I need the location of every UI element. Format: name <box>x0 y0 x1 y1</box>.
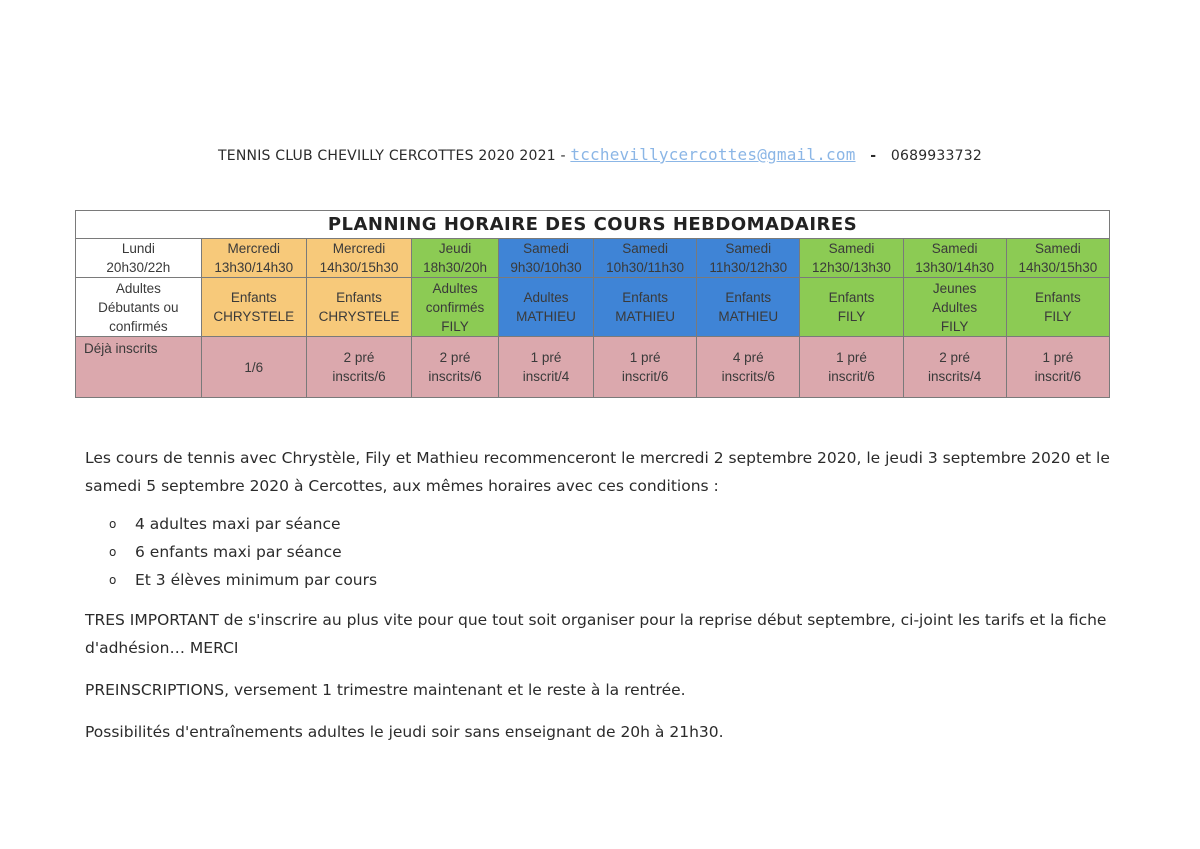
day-cell: Jeudi 18h30/20h <box>412 239 499 278</box>
training-paragraph: Possibilités d'entraînements adultes le jeudi soir sans enseignant de 20h à 21h30. <box>85 723 724 741</box>
status-cell: 1 pré inscrit/4 <box>498 337 593 398</box>
group-cell: Enfants MATHIEU <box>697 278 800 337</box>
group-cell: Adultes MATHIEU <box>498 278 593 337</box>
phone-number: 0689933732 <box>890 148 982 164</box>
group-cell: Enfants FILY <box>1006 278 1109 337</box>
day-cell: Samedi 14h30/15h30 <box>1006 239 1109 278</box>
group-cell: Enfants CHRYSTELE <box>306 278 411 337</box>
status-cell: 2 pré inscrits/6 <box>412 337 499 398</box>
day-cell: Samedi 12h30/13h30 <box>800 239 903 278</box>
table-row-days <box>76 239 1110 278</box>
bullet-icon: o <box>109 545 117 559</box>
conditions-list <box>85 510 1115 594</box>
table-title: PLANNING HORAIRE DES COURS HEBDOMADAIRES <box>76 211 1110 239</box>
table-row-status <box>76 337 1110 398</box>
separator: - <box>870 148 877 164</box>
status-cell: 1 pré inscrit/6 <box>800 337 903 398</box>
list-item: o 6 enfants maxi par séance <box>109 538 1115 566</box>
schedule-table <box>75 210 1110 398</box>
club-name: TENNIS CLUB CHEVILLY CERCOTTES 2020 2021 - <box>218 148 566 164</box>
bullet-icon: o <box>109 517 117 531</box>
status-cell: 4 pré inscrits/6 <box>697 337 800 398</box>
day-cell: Samedi 11h30/12h30 <box>697 239 800 278</box>
bullet-icon: o <box>109 573 117 587</box>
status-cell: 1 pré inscrit/6 <box>1006 337 1109 398</box>
group-cell: Enfants FILY <box>800 278 903 337</box>
group-cell: Enfants CHRYSTELE <box>201 278 306 337</box>
status-cell: 1/6 <box>201 337 306 398</box>
day-cell: Samedi 13h30/14h30 <box>903 239 1006 278</box>
important-paragraph: TRES IMPORTANT de s'inscrire au plus vite pour que tout soit organiser pour la reprise début septembre, ci-joint les tarifs et la fiche d'adhésion… MERCI <box>85 611 1107 657</box>
day-cell: Mercredi 13h30/14h30 <box>201 239 306 278</box>
email-link[interactable]: tcchevillycercottes@gmail.com <box>570 145 856 164</box>
status-label-cell: Déjà inscrits <box>76 337 202 398</box>
day-cell: Samedi 9h30/10h30 <box>498 239 593 278</box>
intro-paragraph: Les cours de tennis avec Chrystèle, Fily et Mathieu recommenceront le mercredi 2 septembre 2020, le jeudi 3 septembre 2020 et le samedi 5 septembre 2020 à Cercottes, aux mêmes horaires avec ces conditions : <box>85 449 1110 495</box>
status-cell: 2 pré inscrits/6 <box>306 337 411 398</box>
group-cell: Enfants MATHIEU <box>594 278 697 337</box>
status-cell: 1 pré inscrit/6 <box>594 337 697 398</box>
day-cell: Lundi 20h30/22h <box>76 239 202 278</box>
status-cell: 2 pré inscrits/4 <box>903 337 1006 398</box>
group-cell: Adultes Débutants ou confirmés <box>76 278 202 337</box>
day-cell: Samedi 10h30/11h30 <box>594 239 697 278</box>
body-text <box>85 444 1115 746</box>
list-item: o 4 adultes maxi par séance <box>109 510 1115 538</box>
group-cell: Adultes confirmés FILY <box>412 278 499 337</box>
day-cell: Mercredi 14h30/15h30 <box>306 239 411 278</box>
table-row-groups <box>76 278 1110 337</box>
preinscription-paragraph: PREINSCRIPTIONS, versement 1 trimestre maintenant et le reste à la rentrée. <box>85 681 686 699</box>
list-item: o Et 3 élèves minimum par cours <box>109 566 1115 594</box>
document-header <box>0 145 1200 164</box>
group-cell: Jeunes Adultes FILY <box>903 278 1006 337</box>
